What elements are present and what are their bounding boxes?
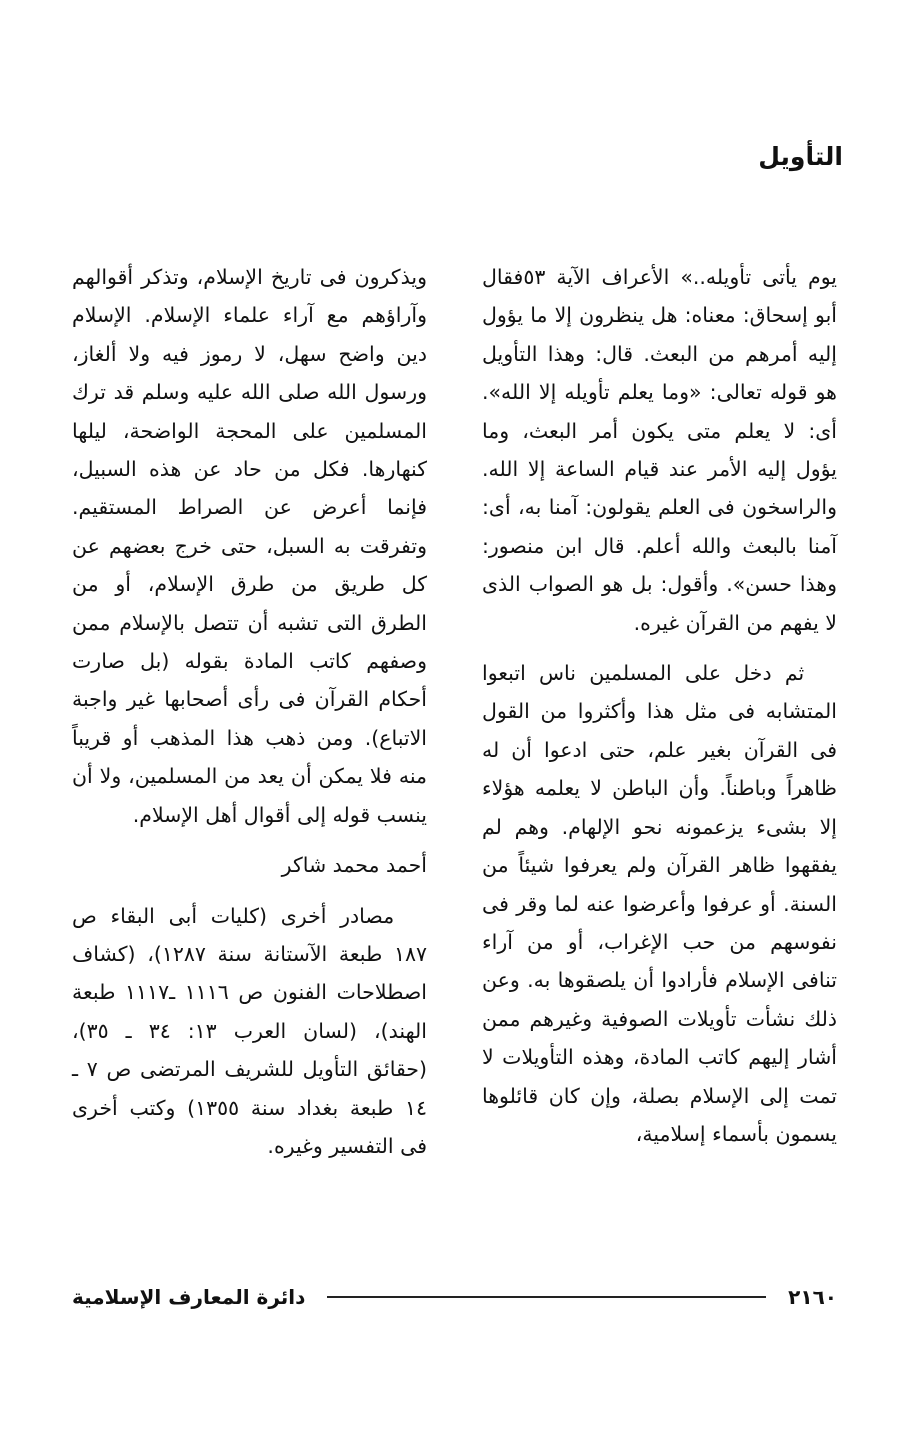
footer-rule [327,1296,766,1298]
right-column-paragraph: ثم دخل على المسلمين ناس اتبعوا المتشابه فى مثل هذا وأكثروا من القول فى القرآن بغير علم، حتى ادعوا أن له ظاهراً وباطناً. وأن الباطن لا يعلمه هؤلاء إلا بشىء يزعمونه نحو الإلهام. وهم لم يفقهوا ظاهر القرآن ولم يعرفوا شيئاً من السنة. أو عرفوا وأعرضوا عنه لما وقر فى نفوسهم من حب الإغراب، أو من آراء تنافى الإسلام فأرادوا أن يلصقوها به. وعن ذلك نشأت تأويلات الصوفية وغيرهم ممن أشار إليهم كاتب المادة، وهذه التأويلات لا تمت إلى الإسلام بصلة، وإن كان قائلوها يسمون بأسماء إسلامية، [482,661,837,1146]
left-column [72,258,427,1165]
author-signature: أحمد محمد شاكر [281,853,427,878]
page-footer [72,1282,837,1312]
right-column-paragraph: يوم يأتى تأويله..» الأعراف الآية ٥٣فقال أبو إسحاق: معناه: هل ينظرون إلا ما يؤول إليه أمرهم من البعث. قال: وهذا التأويل هو قوله تعالى: «وما يعلم تأويله إلا الله». أى: لا يعلم متى يكون أمر البعث، وما يؤول إليه الأمر عند قيام الساعة إلا الله. والراسخون فى العلم يقولون: آمنا به، أى: آمنا بالبعث والله أعلم. قال ابن منصور: وهذا حسن». وأقول: بل هو الصواب الذى لا يفهم من القرآن غيره. [482,265,837,635]
page-number: ٢١٦٠ [788,1285,837,1309]
right-column [482,258,837,1153]
running-title: التأويل [758,142,843,171]
sources-paragraph: مصادر أخرى (كليات أبى البقاء ص ١٨٧ طبعة الآستانة سنة ١٢٨٧)، (كشاف اصطلاحات الفنون ص ١١١٦ ـ١١١٧ طبعة الهند)، (لسان العرب ١٣: ٣٤ ـ ٣٥)، (حقائق التأويل للشريف المرتضى ص ٧ ـ ١٤ طبعة بغداد سنة ١٣٥٥) وكتب أخرى فى التفسير وغيره. [72,903,428,1158]
publication-title: دائرة المعارف الإسلامية [72,1285,306,1309]
left-column-paragraph: ويذكرون فى تاريخ الإسلام، وتذكر أقوالهم وآراؤهم مع آراء علماء الإسلام. الإسلام دين واضح سهل، لا رموز فيه ولا ألغاز، ورسول الله صلى الله عليه وسلم قد ترك المسلمين على المحجة الواضحة، ليلها كنهارها. فكل من حاد عن هذه السبيل، فإنما أعرض عن الصراط المستقيم. وتفرقت به السبل، حتى خرج بعضهم عن كل طريق من طرق الإسلام، أو من الطرق التى تشبه أن تتصل بالإسلام ممن وصفهم كاتب المادة بقوله (بل صارت أحكام القرآن فى رأى أصحابها غير واجبة الاتباع). ومن ذهب هذا المذهب أو قريباً منه فلا يمكن أن يعد من المسلمين، ولا أن ينسب قوله إلى أقوال أهل الإسلام. [72,265,427,827]
